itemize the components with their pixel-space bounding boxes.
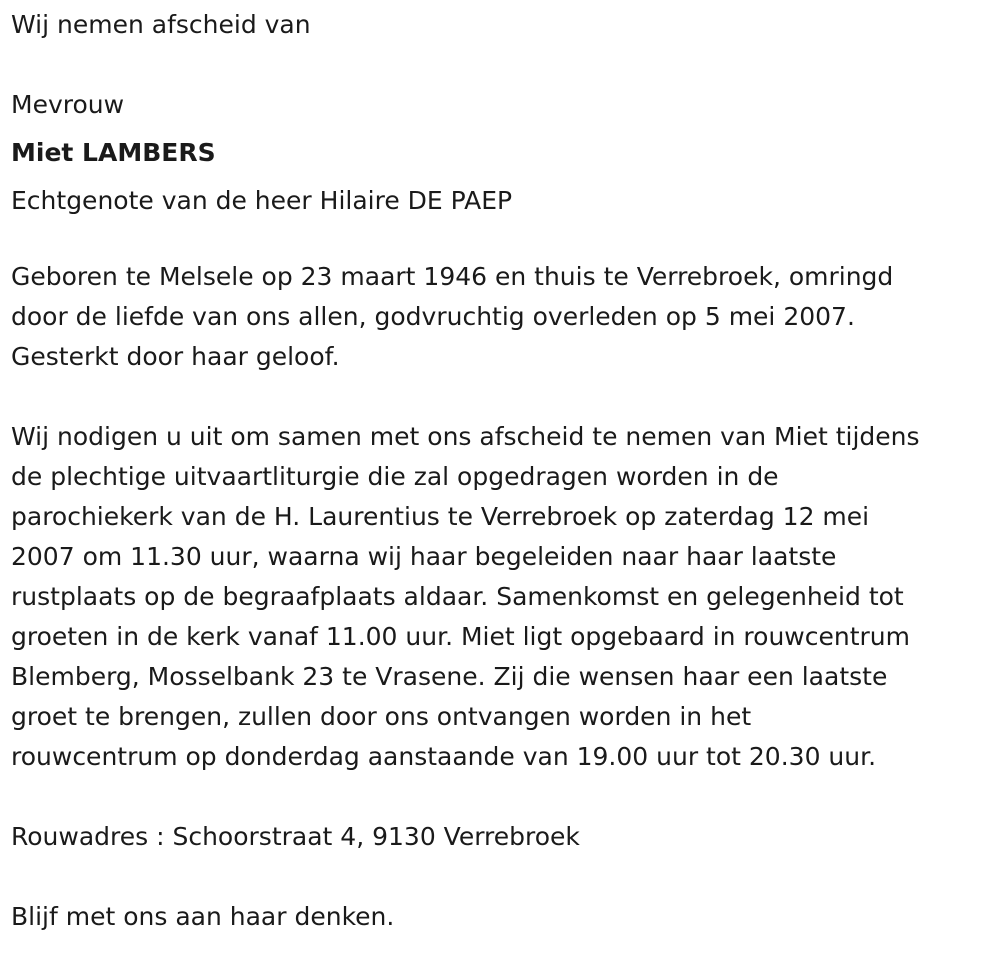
obituary-notice xyxy=(11,5,991,937)
invitation-line: de plechtige uitvaartliturgie die zal opgedragen worden in de xyxy=(11,462,779,491)
birth-line: Geboren te Melsele op 23 maart 1946 en thuis te Verrebroek, omringd xyxy=(11,262,894,291)
salutation: Mevrouw xyxy=(11,90,125,119)
invitation-line: Blemberg, Mosselbank 23 te Vrasene. Zij die wensen haar een laatste xyxy=(11,662,888,691)
birth-line: door de liefde van ons allen, godvruchtig overleden op 5 mei 2007. xyxy=(11,302,855,331)
spouse-line: Echtgenote van de heer Hilaire DE PAEP xyxy=(11,186,513,215)
mourning-address: Rouwadres : Schoorstraat 4, 9130 Verrebroek xyxy=(11,822,580,851)
invitation-line: rouwcentrum op donderdag aanstaande van 19.00 uur tot 20.30 uur. xyxy=(11,742,877,771)
invitation-paragraph xyxy=(11,417,991,777)
invitation-line: Wij nodigen u uit om samen met ons afscheid te nemen van Miet tijdens xyxy=(11,422,920,451)
invitation-line: groeten in de kerk vanaf 11.00 uur. Miet ligt opgebaard in rouwcentrum xyxy=(11,622,910,651)
closing-text: Blijf met ons aan haar denken. xyxy=(11,902,395,931)
deceased-name: Miet LAMBERS xyxy=(11,138,216,167)
intro-text: Wij nemen afscheid van xyxy=(11,10,311,39)
invitation-line: rustplaats op de begraafplaats aldaar. Samenkomst en gelegenheid tot xyxy=(11,582,904,611)
invitation-line: groet te brengen, zullen door ons ontvangen worden in het xyxy=(11,702,752,731)
invitation-line: 2007 om 11.30 uur, waarna wij haar begeleiden naar haar laatste xyxy=(11,542,837,571)
birth-line: Gesterkt door haar geloof. xyxy=(11,342,340,371)
spacer xyxy=(11,45,991,85)
birth-paragraph xyxy=(11,257,991,377)
invitation-line: parochiekerk van de H. Laurentius te Verrebroek op zaterdag 12 mei xyxy=(11,502,870,531)
